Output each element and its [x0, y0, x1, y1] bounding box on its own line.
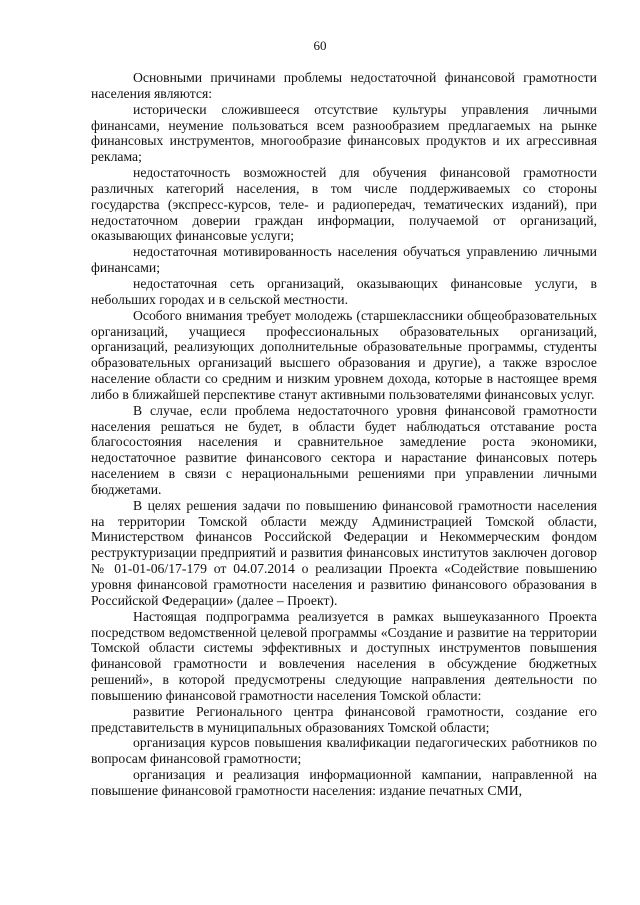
paragraph-direction-center: развитие Регионального центра финансовой грамотности, создание его представительств в муниципальных образованиях Томской области;: [91, 703, 597, 735]
paragraph-reason-culture: исторически сложившееся отсутствие культуры управления личными финансами, неумение пользоваться всем разнообразием предлагаемых на рынке финансовых инструментов, многообразие финансовых продуктов и их агрессивная реклама;: [91, 101, 597, 165]
paragraph-agreement: В целях решения задачи по повышению финансовой грамотности населения на территории Томской области между Администрацией Томской области, Министерством финансов Российской Федерации и Некоммерческим фондом реструктуризации предприятий и развития финансовых институтов заключен договор № 01-01-06/17-179 от 04.07.2014 о реализации Проекта «Содействие повышению уровня финансовой грамотности населения и развитию финансового образования в Российской Федерации» (далее – Проект).: [91, 497, 597, 608]
paragraph-youth: Особого внимания требует молодежь (старшеклассники общеобразовательных организаций, учащиеся профессиональных образовательных организаций, организаций, реализующих дополнительные образовательные программы, студенты образовательных организаций высшего образования и другие), а также взрослое население области со средним и низким уровнем дохода, которые в настоящее время либо в ближайшей перспективе станут активными пользователями финансовых услуг.: [91, 307, 597, 402]
paragraph-reason-education: недостаточность возможностей для обучения финансовой грамотности различных категорий населения, в том числе поддерживаемых со стороны государства (экспресс-курсов, теле- и радиопередач, тематических изданий), при недостаточном доверии граждан информации, получаемой от организаций, оказывающих финансовые услуги;: [91, 165, 597, 244]
page-number: 60: [313, 38, 327, 53]
body-text: [91, 70, 597, 799]
paragraph-intro: Основными причинами проблемы недостаточной финансовой грамотности населения являются:: [91, 70, 597, 101]
paragraph-consequences: В случае, если проблема недостаточного уровня финансовой грамотности населения решаться не будет, в области будет наблюдаться отставание роста благосостояния населения и сравнительное замедление роста экономики, недостаточное развитие финансового сектора и нарастание финансовых потерь населением в связи с нерациональными решениями при управлении личными бюджетами.: [91, 402, 597, 497]
paragraph-subprogram: Настоящая подпрограмма реализуется в рамках вышеуказанного Проекта посредством ведомственной целевой программы «Создание и развитие на территории Томской области системы эффективных и доступных инструментов повышения финансовой грамотности и вовлечения населения в обсуждение бюджетных решений», в которой предусмотрены следующие направления деятельности по повышению финансовой грамотности населения Томской области:: [91, 608, 597, 703]
paragraph-direction-courses: организация курсов повышения квалификации педагогических работников по вопросам финансовой грамотности;: [91, 735, 597, 767]
paragraph-reason-motivation: недостаточная мотивированность населения обучаться управлению личными финансами;: [91, 244, 597, 276]
paragraph-direction-campaign: организация и реализация информационной кампании, направленной на повышение финансовой грамотности населения: издание печатных СМИ,: [91, 767, 597, 798]
paragraph-reason-network: недостаточная сеть организаций, оказывающих финансовые услуги, в небольших городах и в сельской местности.: [91, 275, 597, 307]
